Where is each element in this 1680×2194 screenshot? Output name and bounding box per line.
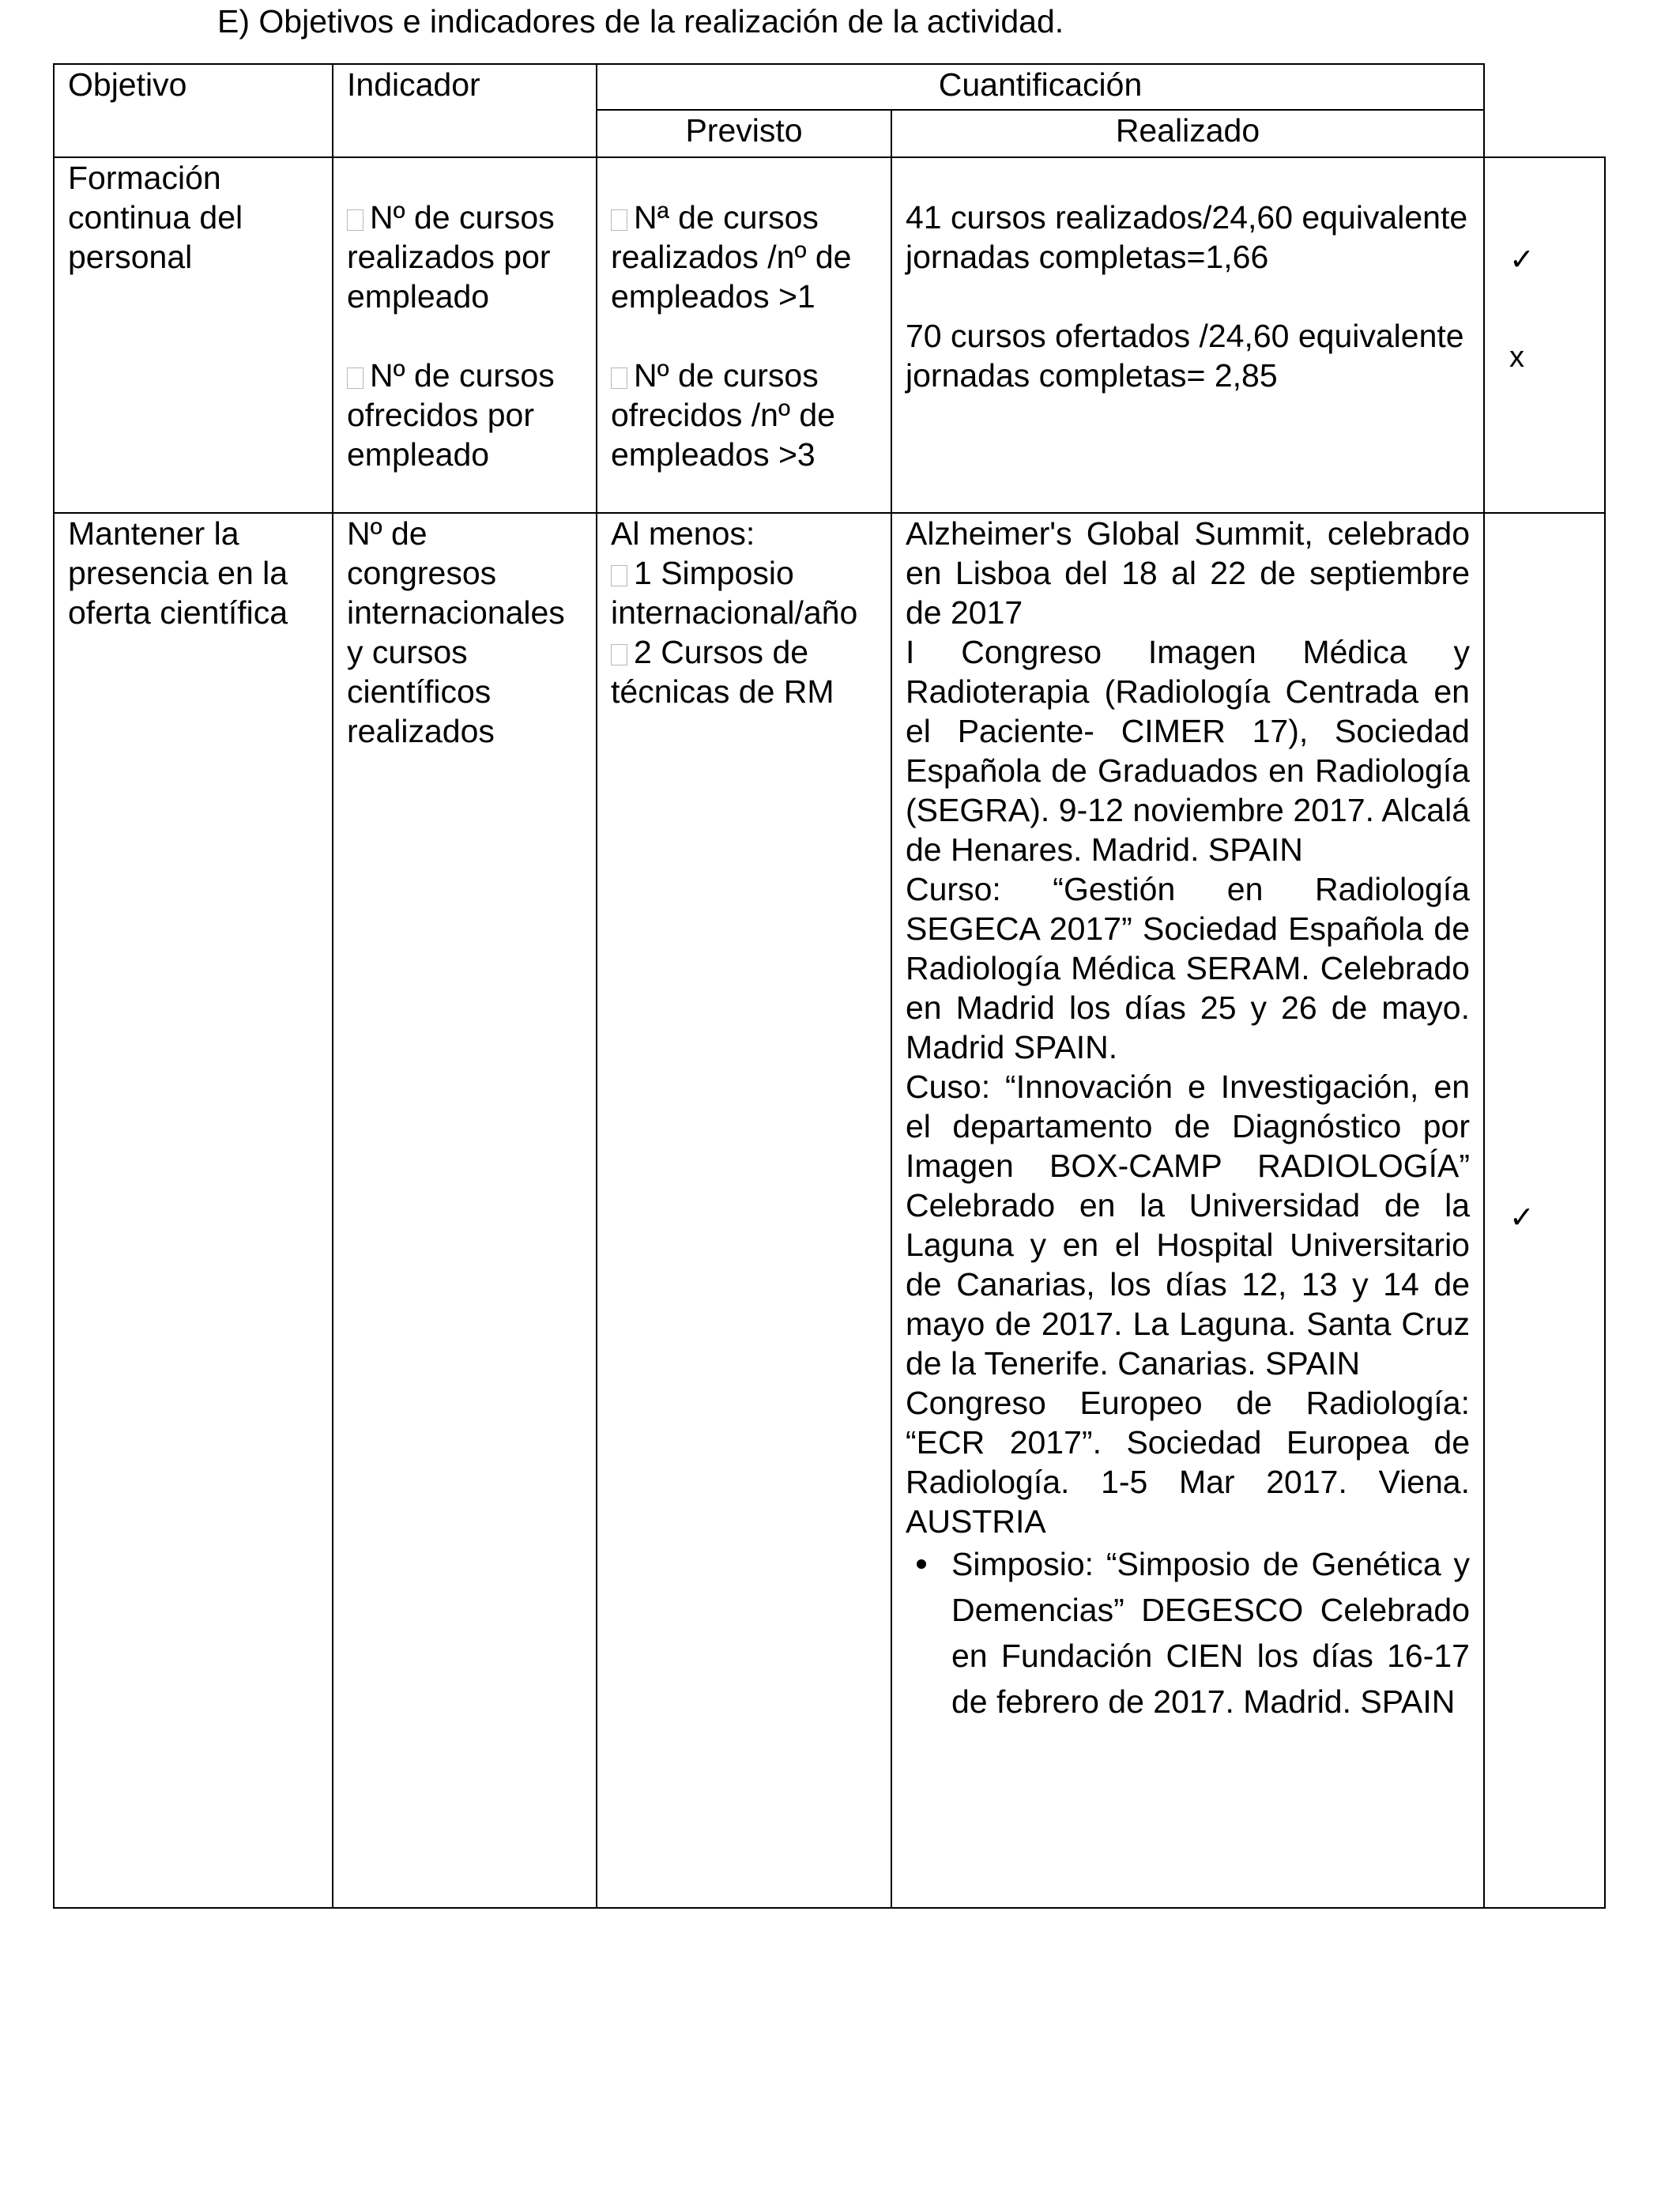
realizado-bullet-list <box>906 1541 1470 1725</box>
row2-previsto-1-text: 1 Simposio internacional/año <box>611 555 858 631</box>
row2-realizado <box>891 513 1484 1908</box>
row2-previsto-intro: Al menos: <box>611 515 755 552</box>
header-row-1 <box>54 64 1605 110</box>
checkbox-placeholder-icon <box>611 209 627 231</box>
header-realizado: Realizado <box>891 110 1484 157</box>
row1-previsto-2-text: Nº de cursos ofrecidos /nº de empleados >3 <box>611 357 835 473</box>
table-row <box>54 513 1605 1908</box>
row2-indicador-text: Nº de congresos internacionales y cursos científicos realizados <box>347 515 565 749</box>
row2-indicador <box>333 513 597 1908</box>
row1-previsto <box>597 157 891 513</box>
realizado-paragraph: Cuso: “Innovación e Investigación, en el departamento de Diagnóstico por Imagen BOX-CAMP RADIOLOGÍA” Celebrado en la Universidad de la Laguna y en el Hospital Universitario de Canarias, los días 12, 13 y 14 de mayo de 2017. La Laguna. Santa Cruz de la Tenerife. Canarias. SPAIN <box>906 1069 1470 1382</box>
row1-indicador-item <box>347 198 582 316</box>
realizado-paragraph: Curso: “Gestión en Radiología SEGECA 2017” Sociedad Española de Radiología Médica SERAM. Celebrado en Madrid los días 25 y 26 de mayo. Madrid SPAIN. <box>906 871 1470 1065</box>
header-previsto: Previsto <box>597 110 891 157</box>
checkbox-placeholder-icon <box>347 209 363 231</box>
row1-previsto-item <box>611 198 877 316</box>
realizado-paragraph: I Congreso Imagen Médica y Radioterapia (Radiología Centrada en el Paciente- CIMER 17), Sociedad Española de Graduados en Radiología (SEGRA). 9-12 noviembre 2017. Alcalá de Henares. Madrid. SPAIN <box>906 634 1470 868</box>
header-objetivo: Objetivo <box>54 64 333 157</box>
objectives-table <box>53 63 1606 1909</box>
list-item <box>906 1541 1470 1725</box>
header-cuantificacion: Cuantificación <box>597 64 1484 110</box>
header-empty-cell <box>1484 64 1605 157</box>
cross-mark-icon: x <box>1509 341 1524 374</box>
row1-realizado-1: 41 cursos realizados/24,60 equivalente jornadas completas=1,66 <box>906 199 1468 275</box>
realizado-paragraph: Alzheimer's Global Summit, celebrado en Lisboa del 18 al 22 de septiembre de 2017 <box>906 515 1470 631</box>
row1-indicador-1-text: Nº de cursos realizados por empleado <box>347 199 555 315</box>
checkmark-icon: ✓ <box>1509 1200 1535 1235</box>
realizado-bullet-text: Simposio: “Simposio de Genética y Demencias” DEGESCO Celebrado en Fundación CIEN los días 16-17 de febrero de 2017. Madrid. SPAIN <box>951 1546 1470 1720</box>
checkbox-placeholder-icon <box>347 368 363 389</box>
row1-indicador <box>333 157 597 513</box>
row1-objetivo-text: Formación continua del personal <box>68 160 243 275</box>
row2-previsto-item <box>611 553 877 632</box>
row2-previsto-item <box>611 632 877 711</box>
row2-mark-cell <box>1484 513 1605 1908</box>
row1-realizado-2: 70 cursos ofertados /24,60 equivalente jornadas completas= 2,85 <box>906 318 1464 394</box>
section-heading: E) Objetivos e indicadores de la realización de la actividad. <box>217 3 1064 40</box>
table-row <box>54 157 1605 513</box>
row1-indicador-item <box>347 356 582 474</box>
checkmark-icon: ✓ <box>1509 242 1535 277</box>
row2-objetivo-text: Mantener la presencia en la oferta científica <box>68 515 288 631</box>
row1-previsto-item <box>611 356 877 474</box>
checkbox-placeholder-icon <box>611 644 627 665</box>
row1-objetivo <box>54 157 333 513</box>
checkbox-placeholder-icon <box>611 565 627 586</box>
realizado-paragraph: Congreso Europeo de Radiología: “ECR 2017”. Sociedad Europea de Radiología. 1-5 Mar 2017. Viena. AUSTRIA <box>906 1385 1470 1540</box>
row1-previsto-1-text: Nª de cursos realizados /nº de empleados >1 <box>611 199 852 315</box>
row2-previsto <box>597 513 891 1908</box>
row1-mark-cell <box>1484 157 1605 513</box>
checkbox-placeholder-icon <box>611 368 627 389</box>
header-indicador: Indicador <box>333 64 597 157</box>
bullet-icon <box>917 1559 926 1569</box>
row2-previsto-2-text: 2 Cursos de técnicas de RM <box>611 634 834 710</box>
row2-objetivo <box>54 513 333 1908</box>
row1-realizado <box>891 157 1484 513</box>
row1-indicador-2-text: Nº de cursos ofrecidos por empleado <box>347 357 555 473</box>
